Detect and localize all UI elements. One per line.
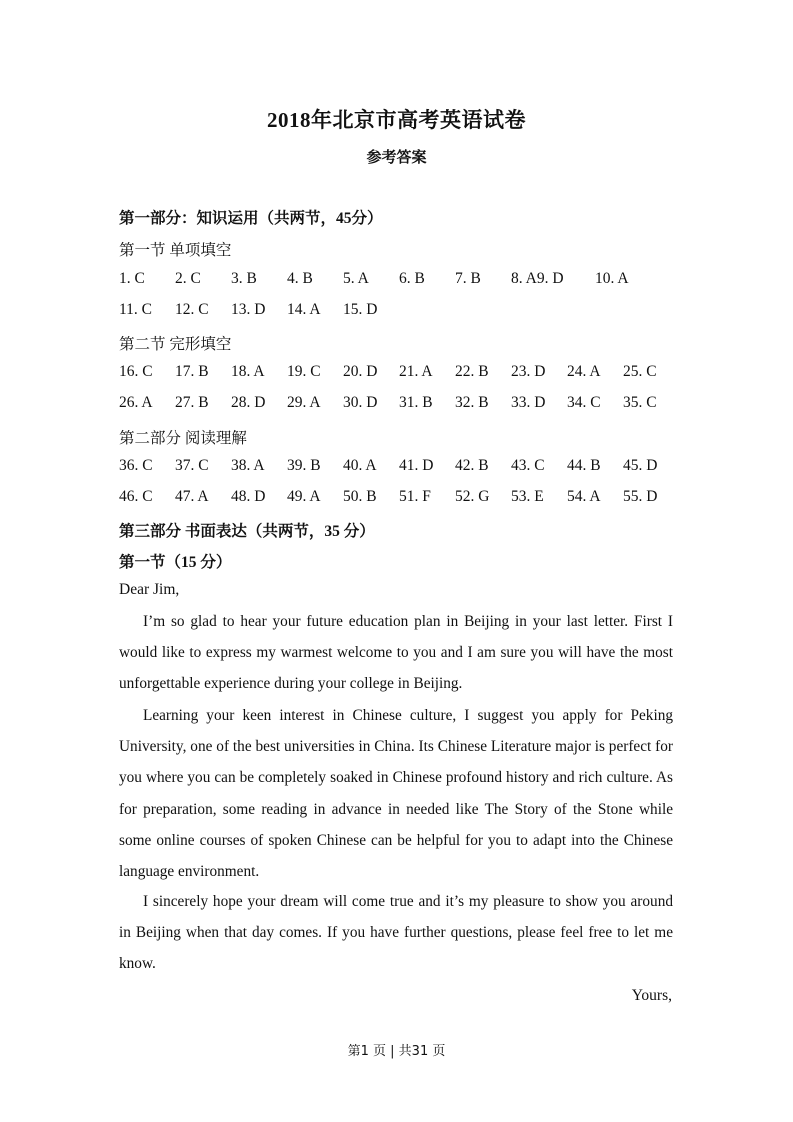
answer-item: 42. B: [455, 457, 489, 474]
answer-item: 45. D: [623, 457, 658, 474]
page-title: 2018年北京市高考英语试卷: [267, 108, 526, 132]
answer-item: 43. C: [511, 457, 545, 474]
answer-item: 10. A: [595, 270, 629, 287]
answer-item: 46. C: [119, 488, 153, 505]
page-subtitle: 参考答案: [366, 150, 427, 166]
section1-heading: 第一节 单项填空: [119, 242, 232, 259]
letter-closing: Yours,: [631, 987, 672, 1004]
answer-item: 52. G: [455, 488, 490, 505]
answer-item: 23. D: [511, 363, 546, 380]
answer-item: 7. B: [455, 270, 481, 287]
answer-item: 54. A: [567, 488, 601, 505]
answer-item: 12. C: [175, 301, 209, 318]
answer-item: 1. C: [119, 270, 145, 287]
part2-answers-row-1: [119, 457, 679, 477]
answer-item: 44. B: [567, 457, 601, 474]
answer-item: 35. C: [623, 394, 657, 411]
answer-item: 17. B: [175, 363, 209, 380]
answer-item: 32. B: [455, 394, 489, 411]
answer-item: 26. A: [119, 394, 153, 411]
answer-item: 38. A: [231, 457, 265, 474]
part2-heading: 第二部分 阅读理解: [119, 430, 247, 447]
letter-paragraph-2: Learning your keen interest in Chinese culture, I suggest you apply for Peking University, one of the best universities in China. Its Chinese Literature major is perfect for you where you can be completely soaked in Chinese profound history and rich culture. As for preparation, some reading in advance in needed like The Story of the Stone while some online courses of spoken Chinese can be helpful for you to adapt into the Chinese language environment.: [119, 707, 673, 881]
part2-answers-row-2: [119, 488, 679, 508]
answer-item: 36. C: [119, 457, 153, 474]
answer-item: 3. B: [231, 270, 257, 287]
answer-item: 55. D: [623, 488, 658, 505]
answer-item: 48. D: [231, 488, 266, 505]
section1-answers-row-1: [119, 270, 679, 290]
answer-item: 6. B: [399, 270, 425, 287]
answer-item: 14. A: [287, 301, 321, 318]
answer-item: 47. A: [175, 488, 209, 505]
letter-paragraph-1: I’m so glad to hear your future education plan in Beijing in your last letter. First I would like to express my warmest welcome to you and I am sure you will have the most unforgettable experience during your college in Beijing.: [119, 613, 673, 693]
answer-item: 15. D: [343, 301, 378, 318]
answer-item: 5. A: [343, 270, 369, 287]
answer-item: 30. D: [343, 394, 378, 411]
answer-item: 22. B: [455, 363, 489, 380]
answer-item: 19. C: [287, 363, 321, 380]
answer-item: 21. A: [399, 363, 433, 380]
answer-item: 4. B: [287, 270, 313, 287]
answer-item: 41. D: [399, 457, 434, 474]
answer-item: 20. D: [343, 363, 378, 380]
part1-heading: 第一部分：知识运用（共两节，45分）: [119, 210, 383, 227]
answer-item: 31. B: [399, 394, 433, 411]
section2-heading: 第二节 完形填空: [119, 336, 232, 353]
answer-item: 25. C: [623, 363, 657, 380]
answer-item: 18. A: [231, 363, 265, 380]
answer-item: 37. C: [175, 457, 209, 474]
answer-item: 8. A9. D: [511, 270, 564, 287]
answer-item: 24. A: [567, 363, 601, 380]
section2-answers-row-1: [119, 363, 679, 383]
answer-item: 13. D: [231, 301, 266, 318]
answer-item: 29. A: [287, 394, 321, 411]
answer-item: 16. C: [119, 363, 153, 380]
letter-greeting: Dear Jim,: [119, 581, 180, 598]
answer-item: 50. B: [343, 488, 377, 505]
answer-item: 39. B: [287, 457, 321, 474]
part3-section1-heading: 第一节（15 分）: [119, 554, 232, 571]
letter-paragraph-3: I sincerely hope your dream will come true and it’s my pleasure to show you around in Beijing when that day comes. If you have further questions, please feel free to let me know.: [119, 893, 673, 973]
answer-item: 40. A: [343, 457, 377, 474]
answer-item: 28. D: [231, 394, 266, 411]
answer-item: 51. F: [399, 488, 431, 505]
answer-item: 27. B: [175, 394, 209, 411]
answer-item: 2. C: [175, 270, 201, 287]
answer-item: 11. C: [119, 301, 153, 318]
answer-item: 33. D: [511, 394, 546, 411]
section1-answers-row-2: [119, 301, 679, 321]
part3-heading: 第三部分 书面表达（共两节，35 分）: [119, 523, 375, 540]
section2-answers-row-2: [119, 394, 679, 414]
answer-item: 34. C: [567, 394, 601, 411]
answer-item: 53. E: [511, 488, 544, 505]
page-footer: 第1 页 | 共31 页: [347, 1044, 446, 1059]
answer-item: 49. A: [287, 488, 321, 505]
